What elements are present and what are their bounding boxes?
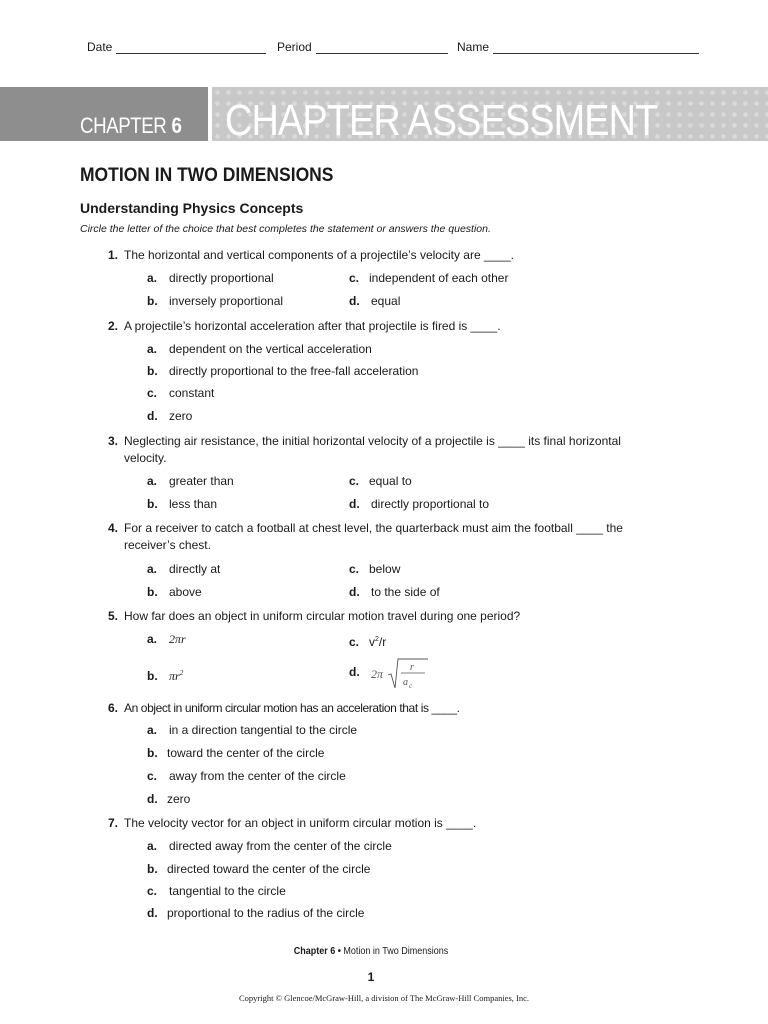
option-2b[interactable]: [147, 363, 418, 380]
name-label: Name: [457, 40, 490, 54]
question-text: The velocity vector for an object in uniform circular motion is ____.: [124, 816, 477, 830]
option-text: in a direction tangential to the circle: [169, 723, 358, 737]
copyright: Copyright © Glencoe/McGraw-Hill, a division of The McGraw-Hill Companies, Inc.: [238, 993, 530, 1003]
footer-chapter-ref: Chapter 6: [293, 946, 336, 957]
period-label: Period: [277, 40, 312, 54]
chapter-number: 6: [171, 113, 182, 138]
option-text: independent of each other: [369, 271, 509, 285]
date-line[interactable]: [116, 41, 266, 54]
option-5d[interactable]: [349, 657, 430, 691]
option-letter: b.: [147, 497, 158, 511]
option-5b[interactable]: [147, 665, 183, 685]
option-4c[interactable]: [349, 561, 400, 578]
option-4b[interactable]: [147, 584, 202, 601]
option-letter: a.: [147, 632, 158, 646]
chapter-label: [80, 113, 181, 139]
option-text: to the side of: [371, 585, 440, 599]
option-7b[interactable]: [147, 861, 370, 878]
option-6a[interactable]: [147, 722, 357, 739]
question-text: For a receiver to catch a football at chest level, the quarterback must aim the football ____ the receiver’s chest.: [124, 521, 623, 552]
question-text: A projectile’s horizontal acceleration after that projectile is fired is ____.: [124, 319, 501, 333]
question-number: 3.: [107, 434, 118, 448]
footer-chapter: [37, 946, 705, 957]
option-letter: c.: [147, 386, 158, 400]
option-letter: d.: [147, 906, 158, 920]
question-number: 5.: [107, 609, 118, 623]
option-letter: b.: [147, 669, 158, 683]
option-text: toward the center of the circle: [167, 746, 325, 760]
option-letter: b.: [147, 746, 158, 760]
formula-sqrt-r-over-ac: [370, 657, 430, 691]
option-7c[interactable]: [147, 883, 286, 900]
svg-text:r: r: [410, 662, 415, 673]
option-letter: a.: [147, 474, 158, 488]
option-letter: d.: [349, 294, 360, 308]
option-text: directed toward the center of the circle: [167, 862, 371, 876]
chapter-banner: [0, 87, 768, 145]
option-2d[interactable]: [147, 408, 192, 425]
option-letter: a.: [147, 723, 158, 737]
option-6d[interactable]: [147, 791, 190, 808]
period-line[interactable]: [316, 41, 448, 54]
option-letter: b.: [147, 585, 158, 599]
page-number: 1: [367, 970, 375, 984]
option-text: directed away from the center of the circle: [169, 839, 392, 853]
instructions: Circle the letter of the choice that best completes the statement or answers the question.: [80, 223, 491, 235]
date-field[interactable]: [87, 40, 266, 54]
question-number: 4.: [107, 521, 118, 535]
footer-bullet: •: [337, 946, 341, 957]
option-7a[interactable]: [147, 838, 392, 855]
option-5a[interactable]: [147, 631, 186, 648]
option-4a[interactable]: [147, 561, 220, 578]
option-5c[interactable]: [349, 631, 386, 651]
option-letter: c.: [349, 271, 360, 285]
chapter-word: CHAPTER: [80, 113, 167, 138]
option-3a[interactable]: [147, 473, 234, 490]
option-text: away from the center of the circle: [169, 769, 346, 783]
option-text: above: [169, 585, 202, 599]
formula-2pi-r: 2πr: [169, 632, 186, 646]
banner-title: CHAPTER ASSESSMENT: [225, 96, 658, 145]
period-field[interactable]: [277, 40, 448, 54]
option-text: proportional to the radius of the circle: [167, 906, 365, 920]
option-1b[interactable]: [147, 293, 283, 310]
formula-v-squared-over-r: $v^2/r$: [369, 635, 387, 649]
name-line[interactable]: [493, 41, 699, 54]
option-text: directly proportional to the free-fall acceleration: [169, 364, 419, 378]
option-text: less than: [169, 497, 218, 511]
option-1a[interactable]: [147, 270, 274, 287]
option-letter: a.: [147, 271, 158, 285]
option-1c[interactable]: [349, 270, 508, 287]
question-number: 7.: [107, 816, 118, 830]
section-title: MOTION IN TWO DIMENSIONS: [80, 165, 334, 186]
option-text: equal to: [369, 474, 412, 488]
option-letter: d.: [147, 409, 158, 423]
option-letter: a.: [147, 839, 158, 853]
question-number: 6.: [107, 701, 118, 715]
svg-text:2π: 2π: [371, 667, 384, 681]
option-text: constant: [169, 386, 215, 400]
option-letter: d.: [147, 792, 158, 806]
option-letter: c.: [147, 884, 158, 898]
option-letter: b.: [147, 364, 158, 378]
option-letter: c.: [147, 769, 158, 783]
option-text: below: [369, 562, 401, 576]
option-letter: c.: [349, 474, 360, 488]
footer-chapter-title: Motion in Two Dimensions: [343, 946, 449, 957]
question-text: How far does an object in uniform circular motion travel during one period?: [124, 609, 521, 623]
question-text: The horizontal and vertical components of a projectile’s velocity are ____.: [124, 248, 514, 262]
option-3d[interactable]: [349, 496, 489, 513]
option-text: greater than: [169, 474, 234, 488]
option-3c[interactable]: [349, 473, 412, 490]
option-text: directly at: [169, 562, 221, 576]
option-letter: c.: [349, 635, 360, 649]
question-number: 2.: [107, 319, 118, 333]
option-letter: b.: [147, 862, 158, 876]
option-4d[interactable]: [349, 584, 440, 601]
name-field[interactable]: [457, 40, 699, 54]
header-fields: [0, 38, 768, 58]
question-text: Neglecting air resistance, the initial horizontal velocity of a projectile is ____ its final horizontal velocity.: [124, 434, 621, 465]
option-letter: c.: [349, 562, 360, 576]
option-text: zero: [167, 792, 191, 806]
option-letter: b.: [147, 294, 158, 308]
option-2a[interactable]: [147, 341, 372, 358]
formula-pi-r-squared: $\pi r^2$: [169, 669, 184, 683]
svg-text:a: a: [403, 677, 409, 688]
option-3b[interactable]: [147, 496, 217, 513]
option-6c[interactable]: [147, 768, 346, 785]
option-text: directly proportional: [169, 271, 274, 285]
option-text: zero: [169, 409, 193, 423]
option-letter: d.: [349, 497, 360, 511]
option-7d[interactable]: [147, 905, 364, 922]
option-letter: a.: [147, 342, 158, 356]
option-6b[interactable]: [147, 745, 324, 762]
option-letter: d.: [349, 665, 360, 679]
option-text: tangential to the circle: [169, 884, 286, 898]
question-number: 1.: [107, 248, 118, 262]
option-1d[interactable]: [349, 293, 400, 310]
date-label: Date: [87, 40, 113, 54]
option-2c[interactable]: [147, 385, 214, 402]
option-text: directly proportional to: [371, 497, 490, 511]
option-text: dependent on the vertical acceleration: [169, 342, 372, 356]
section-subtitle: Understanding Physics Concepts: [80, 200, 304, 216]
option-letter: a.: [147, 562, 158, 576]
option-letter: d.: [349, 585, 360, 599]
option-text: equal: [371, 294, 401, 308]
svg-text:c: c: [409, 682, 413, 690]
option-text: inversely proportional: [169, 294, 284, 308]
question-text: An object in uniform circular motion has an acceleration that is ____.: [124, 701, 460, 715]
